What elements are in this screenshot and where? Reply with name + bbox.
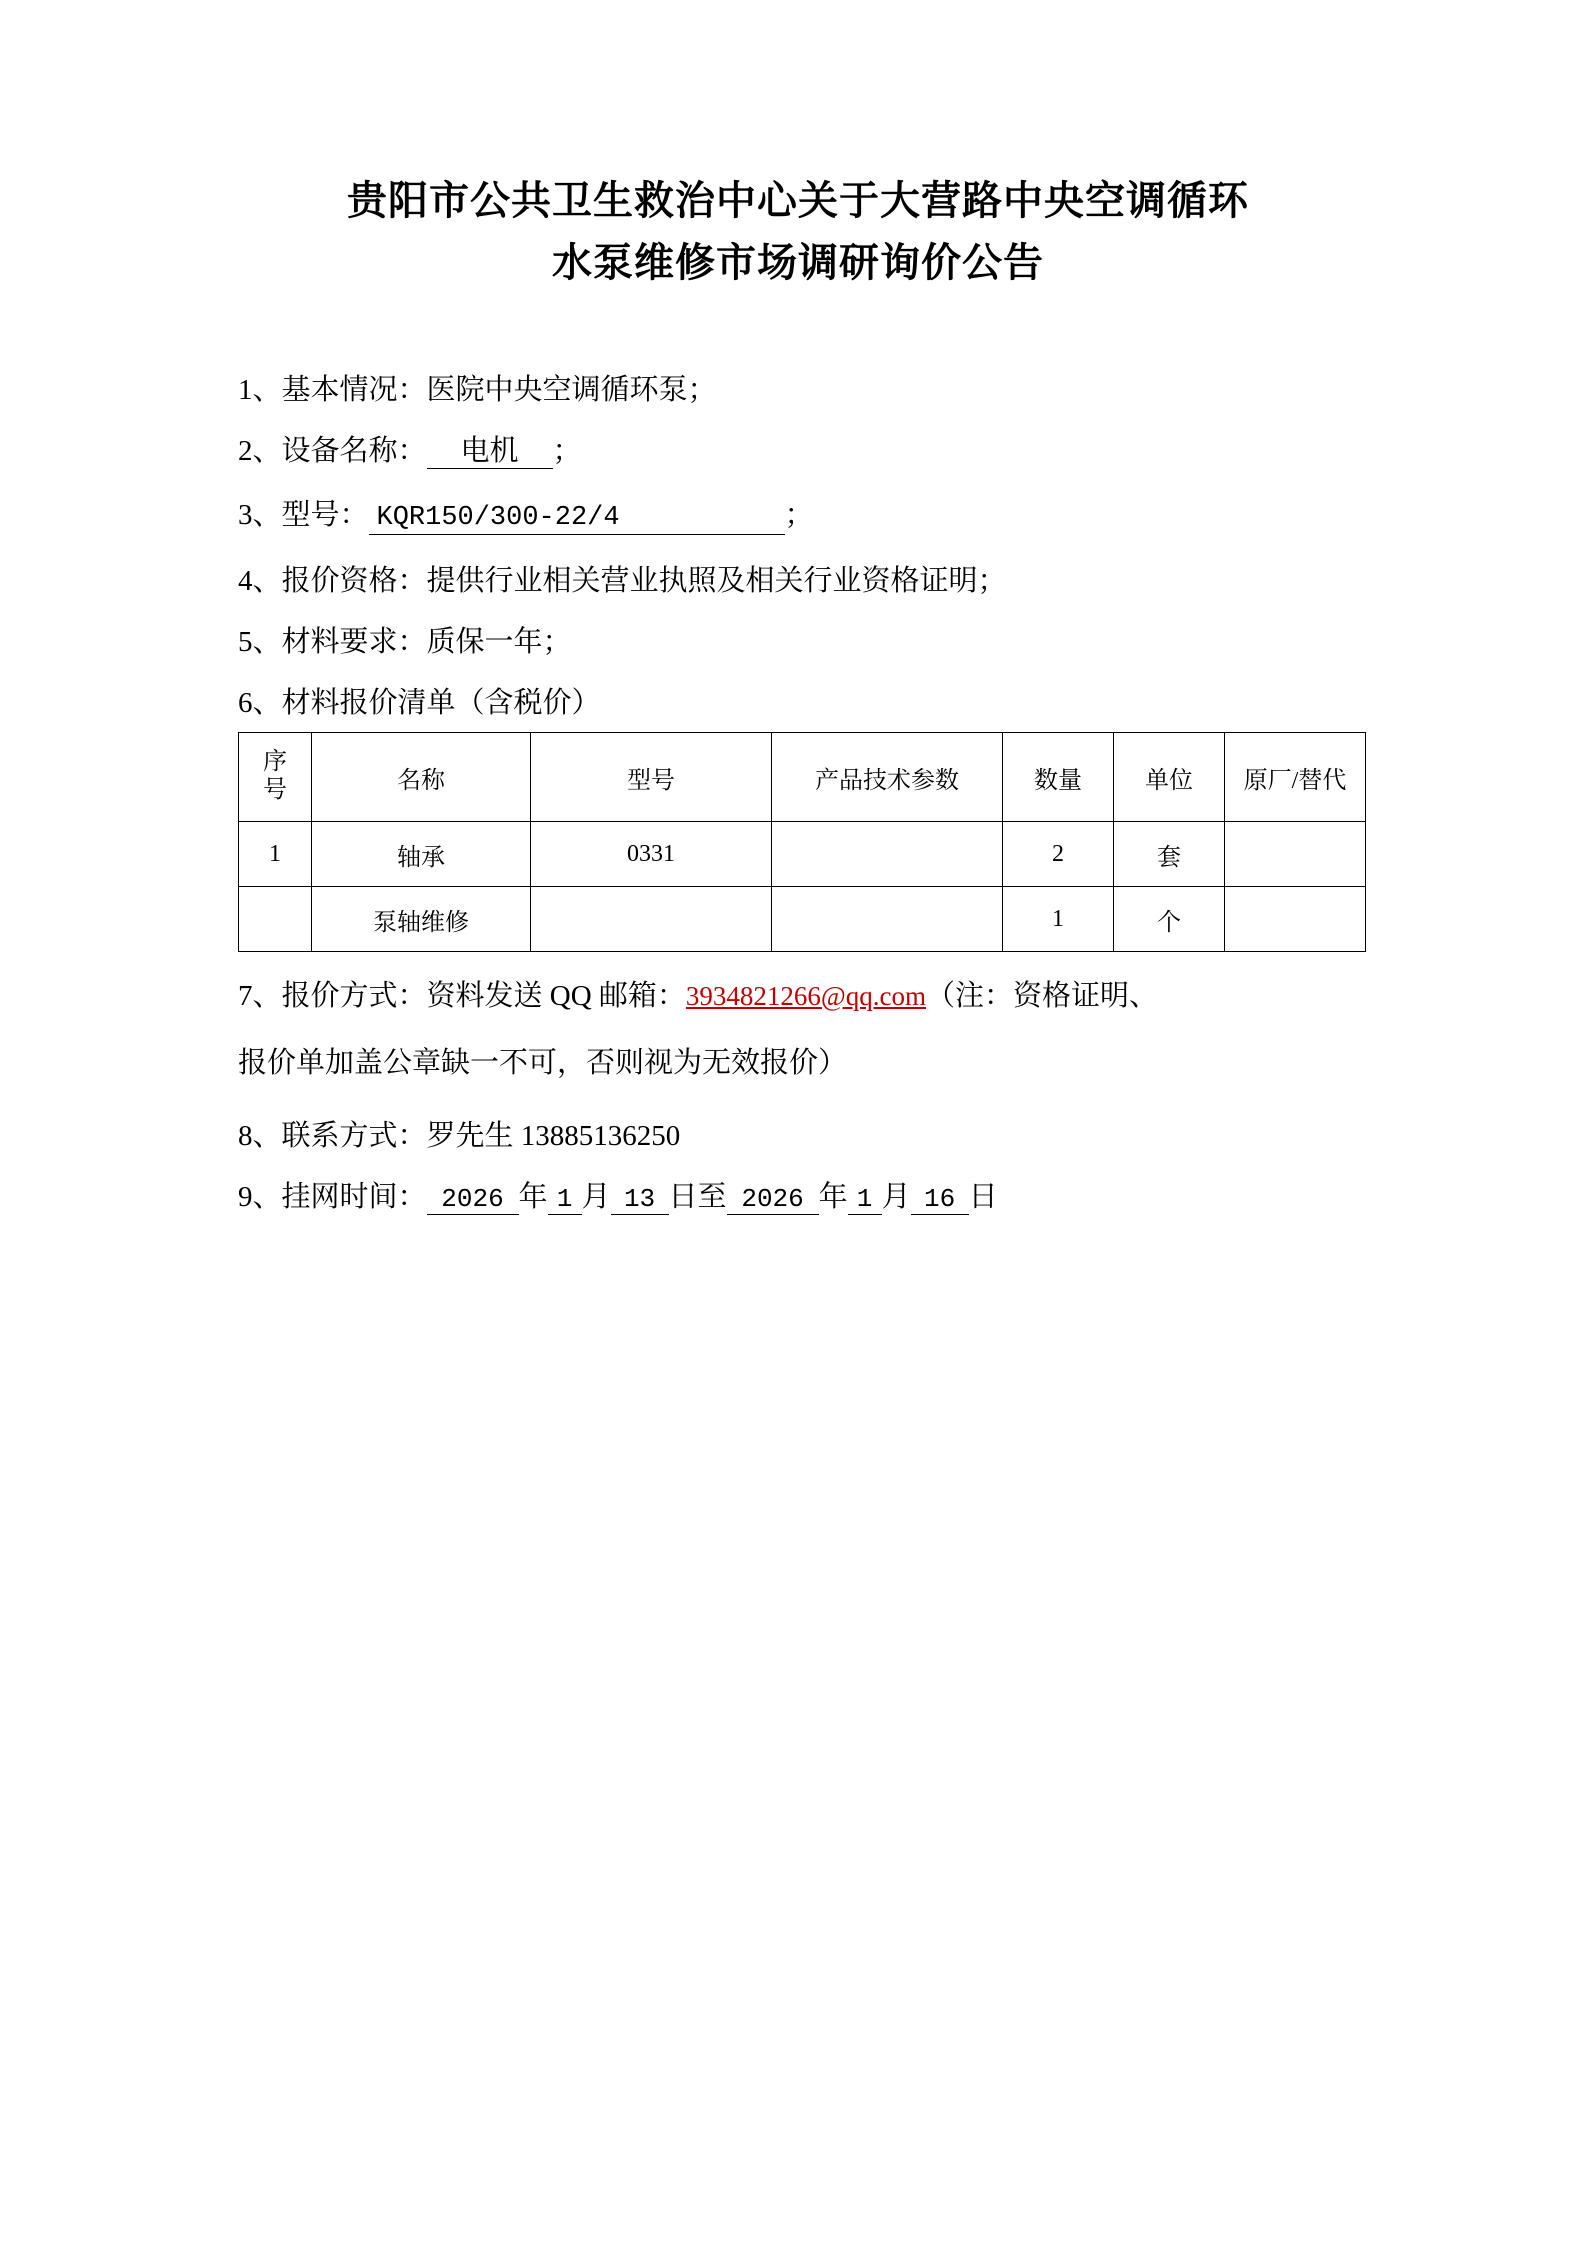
header-cell-name: 名称 — [312, 733, 531, 822]
cell-unit: 个 — [1114, 887, 1225, 952]
item-2-suffix: ； — [552, 435, 582, 467]
title-line-2: 水泵维修市场调研询价公告 — [552, 240, 1044, 285]
year-label-1: 年 — [518, 1180, 548, 1213]
cell-name: 轴承 — [312, 822, 531, 887]
to-label: 日至 — [668, 1180, 727, 1213]
cell-model: 0331 — [531, 822, 772, 887]
cell-qty: 2 — [1003, 822, 1114, 887]
start-year: 2026 — [427, 1186, 519, 1215]
header-no-line1: 序 — [263, 749, 287, 776]
header-cell-no — [239, 733, 312, 822]
quote-table — [238, 732, 1366, 952]
cell-no — [239, 887, 312, 952]
cell-no: 1 — [239, 822, 312, 887]
item-3-value: KQR150/300-22/4 — [369, 505, 785, 535]
item-1-basic-info — [238, 376, 1358, 405]
item-8-contact — [238, 1119, 1358, 1152]
item-7-label: 7、报价方式：资料发送 QQ 邮箱： — [238, 980, 686, 1012]
end-day: 16 — [911, 1186, 969, 1215]
year-label-2: 年 — [818, 1180, 848, 1213]
item-4-qualification — [238, 567, 1358, 596]
item-3-suffix: ； — [784, 499, 814, 531]
item-2-equipment-name — [238, 437, 1358, 469]
qq-email-link[interactable]: 3934821266@qq.com — [685, 981, 926, 1011]
item-9-posting-period — [238, 1180, 1358, 1215]
header-cell-origin: 原厂/替代 — [1225, 733, 1366, 822]
item-3-label: 3、型号： — [238, 499, 369, 531]
item-4-text: 4、报价资格：提供行业相关营业执照及相关行业资格证明； — [238, 565, 1007, 597]
table-header-row — [239, 733, 1366, 822]
end-month: 1 — [848, 1186, 882, 1215]
item-7-line2: 报价单加盖公章缺一不可，否则视为无效报价） — [238, 1046, 848, 1079]
day-label: 日 — [968, 1180, 998, 1213]
header-cell-qty: 数量 — [1003, 733, 1114, 822]
cell-model — [531, 887, 772, 952]
cell-origin — [1225, 822, 1366, 887]
item-2-value: 电机 — [427, 437, 553, 469]
item-7-quote-method — [238, 970, 1358, 1090]
item-8-text: 8、联系方式：罗先生 13885136250 — [238, 1119, 681, 1152]
header-cell-model: 型号 — [531, 733, 772, 822]
end-year: 2026 — [727, 1186, 819, 1215]
header-no-line2: 号 — [263, 777, 287, 803]
item-1-text: 1、基本情况：医院中央空调循环泵； — [238, 374, 717, 406]
cell-name: 泵轴维修 — [312, 887, 531, 952]
item-9-label: 9、挂网时间： — [238, 1180, 427, 1213]
item-7-suffix: （注：资格证明、 — [926, 980, 1159, 1012]
item-6-text: 6、材料报价清单（含税价） — [238, 687, 601, 719]
cell-unit: 套 — [1114, 822, 1225, 887]
title-line-1: 贵阳市公共卫生救治中心关于大营路中央空调循环 — [347, 178, 1249, 223]
item-6-quote-list-heading — [238, 689, 1358, 718]
cell-qty: 1 — [1003, 887, 1114, 952]
item-5-text: 5、材料要求：质保一年； — [238, 626, 572, 658]
item-3-model — [238, 501, 1358, 535]
table-row — [239, 887, 1366, 952]
header-cell-spec: 产品技术参数 — [772, 733, 1003, 822]
start-month: 1 — [548, 1186, 582, 1215]
month-label-1: 月 — [581, 1180, 611, 1213]
cell-spec — [772, 822, 1003, 887]
document-body — [238, 376, 1358, 1215]
document-content — [238, 170, 1358, 1247]
item-2-label: 2、设备名称： — [238, 435, 427, 467]
month-label-2: 月 — [881, 1180, 911, 1213]
cell-origin — [1225, 887, 1366, 952]
cell-spec — [772, 887, 1003, 952]
header-cell-unit: 单位 — [1114, 733, 1225, 822]
table-row — [239, 822, 1366, 887]
item-5-material-requirement — [238, 628, 1358, 657]
page-title — [238, 170, 1358, 294]
start-day: 13 — [611, 1186, 669, 1215]
